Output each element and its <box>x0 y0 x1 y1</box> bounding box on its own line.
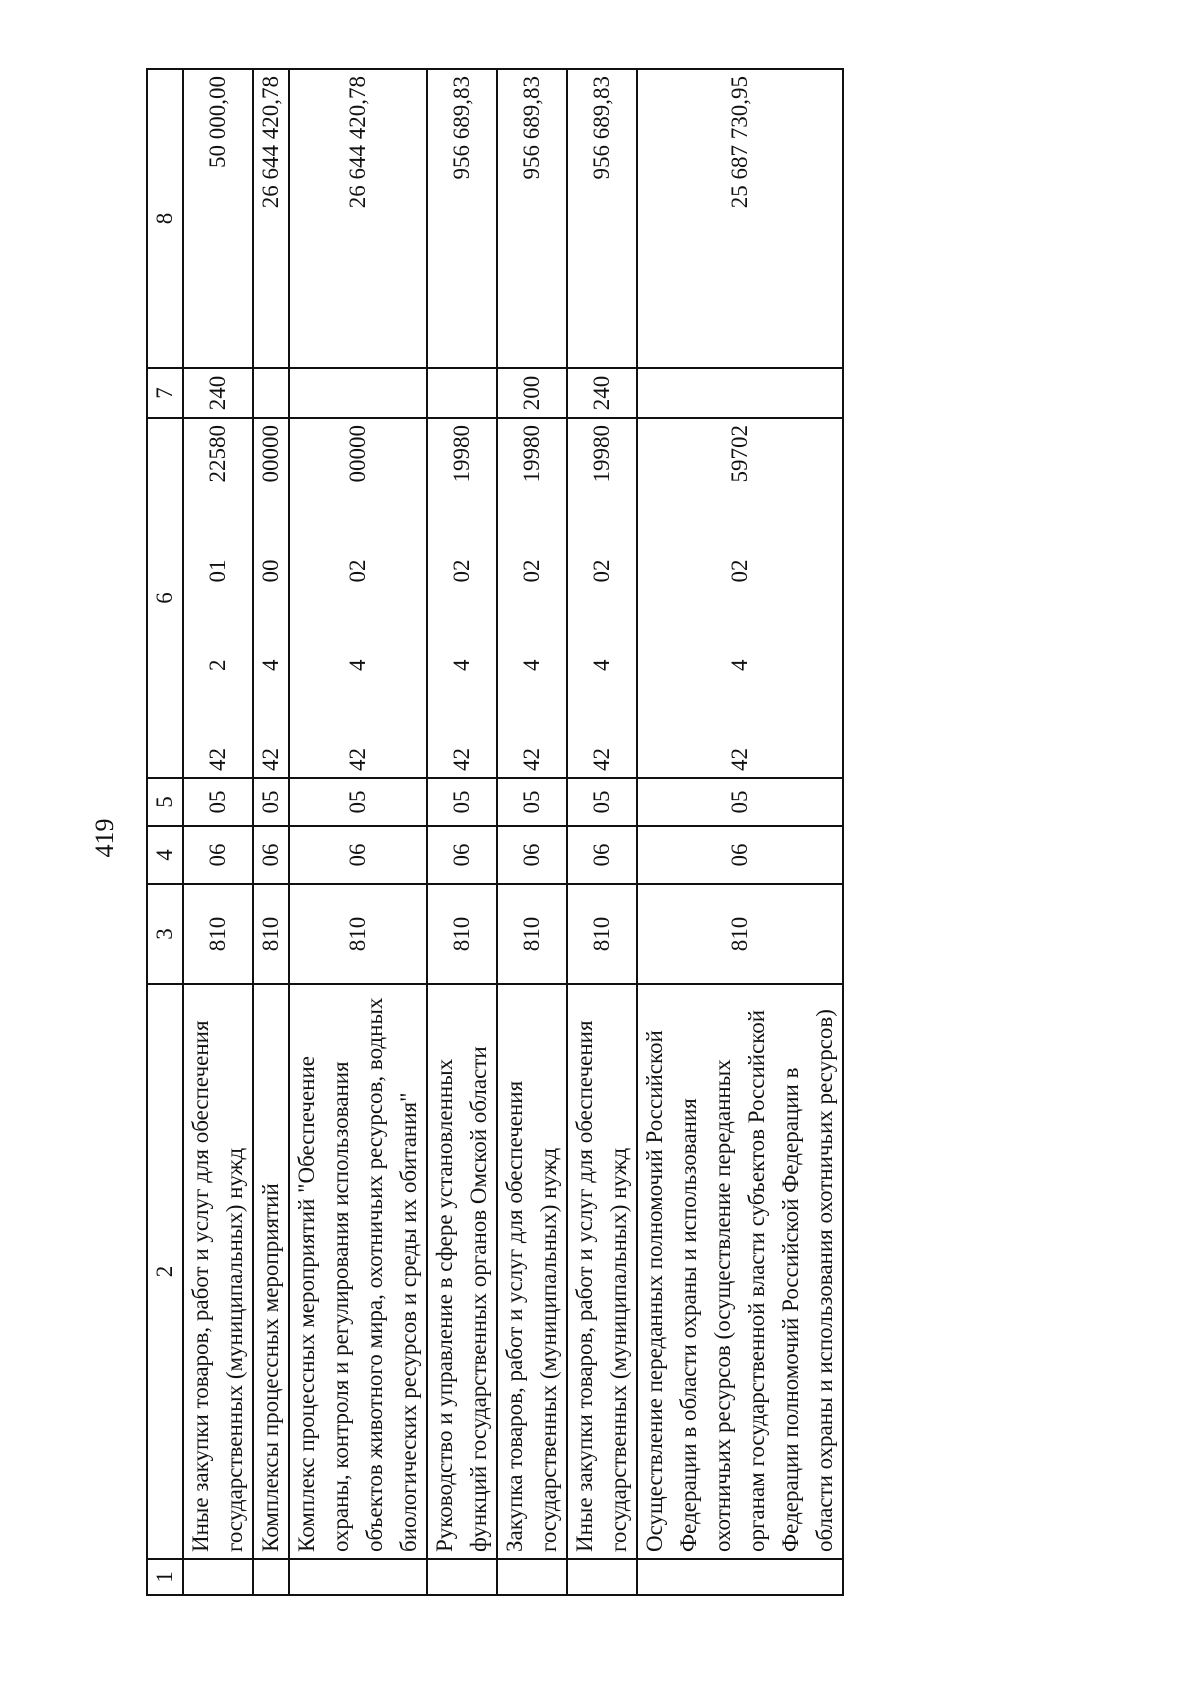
code-part: 02 <box>345 559 370 583</box>
row-number-cell <box>253 1559 289 1595</box>
target-article-cell <box>183 418 253 778</box>
code-part: 02 <box>519 559 544 583</box>
code-part: 4 <box>258 659 283 671</box>
row-number-cell <box>567 1559 637 1595</box>
expense-type-cell: 200 <box>497 368 567 418</box>
header-cell: 2 <box>147 984 183 1559</box>
code-part: 22580 <box>205 425 230 483</box>
ministry-code-cell: 810 <box>183 884 253 984</box>
code-part: 42 <box>258 748 283 771</box>
code-part: 00 <box>258 559 283 583</box>
table-row <box>253 69 289 1595</box>
code-part: 00000 <box>258 425 283 483</box>
code-part: 42 <box>519 748 544 771</box>
code-part: 42 <box>205 748 230 771</box>
header-cell: 3 <box>147 884 183 984</box>
subsection-code-cell: 05 <box>427 778 497 826</box>
description-cell: Закупка товаров, работ и услуг для обеспечения государственных (муниципальных) нужд <box>497 984 567 1559</box>
code-part: 4 <box>449 659 474 671</box>
section-code-cell: 06 <box>183 826 253 884</box>
target-article-code <box>201 425 235 771</box>
code-part: 4 <box>727 659 752 671</box>
expense-type-cell <box>427 368 497 418</box>
target-article-cell <box>289 418 427 778</box>
description-cell: Руководство и управление в сфере установленных функций государственных органов Омской области <box>427 984 497 1559</box>
header-cell: 8 <box>147 69 183 368</box>
rotated-page-content <box>146 70 1026 1596</box>
target-article-code <box>585 425 619 771</box>
code-part: 4 <box>519 659 544 671</box>
target-article-cell <box>637 418 843 778</box>
code-part: 42 <box>727 748 752 771</box>
target-article-code <box>723 425 757 771</box>
ministry-code-cell: 810 <box>253 884 289 984</box>
amount-cell: 26 644 420,78 <box>289 69 427 368</box>
subsection-code-cell: 05 <box>289 778 427 826</box>
table-header-row <box>147 69 183 1595</box>
amount-cell: 956 689,83 <box>567 69 637 368</box>
description-cell: Комплекс процессных мероприятий "Обеспечение охраны, контроля и регулирования использования объектов животного мира, охотничьих ресурсов, водных биологических ресурсов и среды их обитания" <box>289 984 427 1559</box>
table-row <box>637 69 843 1595</box>
ministry-code-cell: 810 <box>637 884 843 984</box>
code-part: 42 <box>449 748 474 771</box>
code-part: 4 <box>589 659 614 671</box>
description-cell: Иные закупки товаров, работ и услуг для обеспечения государственных (муниципальных) нужд <box>567 984 637 1559</box>
section-code-cell: 06 <box>427 826 497 884</box>
expense-type-cell: 240 <box>183 368 253 418</box>
header-cell: 1 <box>147 1559 183 1595</box>
amount-cell: 956 689,83 <box>427 69 497 368</box>
description-cell: Иные закупки товаров, работ и услуг для обеспечения государственных (муниципальных) нужд <box>183 984 253 1559</box>
subsection-code-cell: 05 <box>497 778 567 826</box>
page-number: 419 <box>90 818 119 858</box>
code-part: 00000 <box>345 425 370 483</box>
code-part: 4 <box>345 659 370 671</box>
target-article-cell <box>427 418 497 778</box>
code-part: 59702 <box>727 425 752 483</box>
code-part: 19980 <box>449 425 474 483</box>
header-cell: 6 <box>147 418 183 778</box>
expense-type-cell: 240 <box>567 368 637 418</box>
row-number-cell <box>183 1559 253 1595</box>
table-row <box>497 69 567 1595</box>
expense-type-cell <box>637 368 843 418</box>
target-article-code <box>515 425 549 771</box>
code-part: 02 <box>727 559 752 583</box>
target-article-cell <box>253 418 289 778</box>
subsection-code-cell: 05 <box>637 778 843 826</box>
subsection-code-cell: 05 <box>253 778 289 826</box>
code-part: 19980 <box>589 425 614 483</box>
amount-cell: 956 689,83 <box>497 69 567 368</box>
table-row <box>183 69 253 1595</box>
budget-table <box>146 68 844 1596</box>
code-part: 42 <box>589 748 614 771</box>
description-cell: Комплексы процессных мероприятий <box>253 984 289 1559</box>
header-cell: 5 <box>147 778 183 826</box>
target-article-cell <box>567 418 637 778</box>
table-row <box>289 69 427 1595</box>
subsection-code-cell: 05 <box>183 778 253 826</box>
row-number-cell <box>427 1559 497 1595</box>
target-article-code <box>445 425 479 771</box>
section-code-cell: 06 <box>497 826 567 884</box>
code-part: 2 <box>205 659 230 671</box>
ministry-code-cell: 810 <box>427 884 497 984</box>
header-cell: 4 <box>147 826 183 884</box>
code-part: 02 <box>449 559 474 583</box>
code-part: 02 <box>589 559 614 583</box>
expense-type-cell <box>289 368 427 418</box>
target-article-code <box>341 425 375 771</box>
subsection-code-cell: 05 <box>567 778 637 826</box>
code-part: 19980 <box>519 425 544 483</box>
table-row <box>427 69 497 1595</box>
code-part: 42 <box>345 748 370 771</box>
code-part: 01 <box>205 559 230 583</box>
target-article-cell <box>497 418 567 778</box>
amount-cell: 26 644 420,78 <box>253 69 289 368</box>
description-cell: Осуществление переданных полномочий Российской Федерации в области охраны и использования охотничьих ресурсов (осуществление переданных органам государственной власти субъектов Российской Федерации полномочий Российской Федерации в области охраны и использования охотничьих ресурсов) <box>637 984 843 1559</box>
header-cell: 7 <box>147 368 183 418</box>
expense-type-cell <box>253 368 289 418</box>
row-number-cell <box>289 1559 427 1595</box>
section-code-cell: 06 <box>637 826 843 884</box>
target-article-code <box>254 425 288 771</box>
table-row <box>567 69 637 1595</box>
amount-cell: 25 687 730,95 <box>637 69 843 368</box>
ministry-code-cell: 810 <box>567 884 637 984</box>
section-code-cell: 06 <box>253 826 289 884</box>
row-number-cell <box>497 1559 567 1595</box>
section-code-cell: 06 <box>567 826 637 884</box>
row-number-cell <box>637 1559 843 1595</box>
amount-cell: 50 000,00 <box>183 69 253 368</box>
ministry-code-cell: 810 <box>497 884 567 984</box>
ministry-code-cell: 810 <box>289 884 427 984</box>
section-code-cell: 06 <box>289 826 427 884</box>
